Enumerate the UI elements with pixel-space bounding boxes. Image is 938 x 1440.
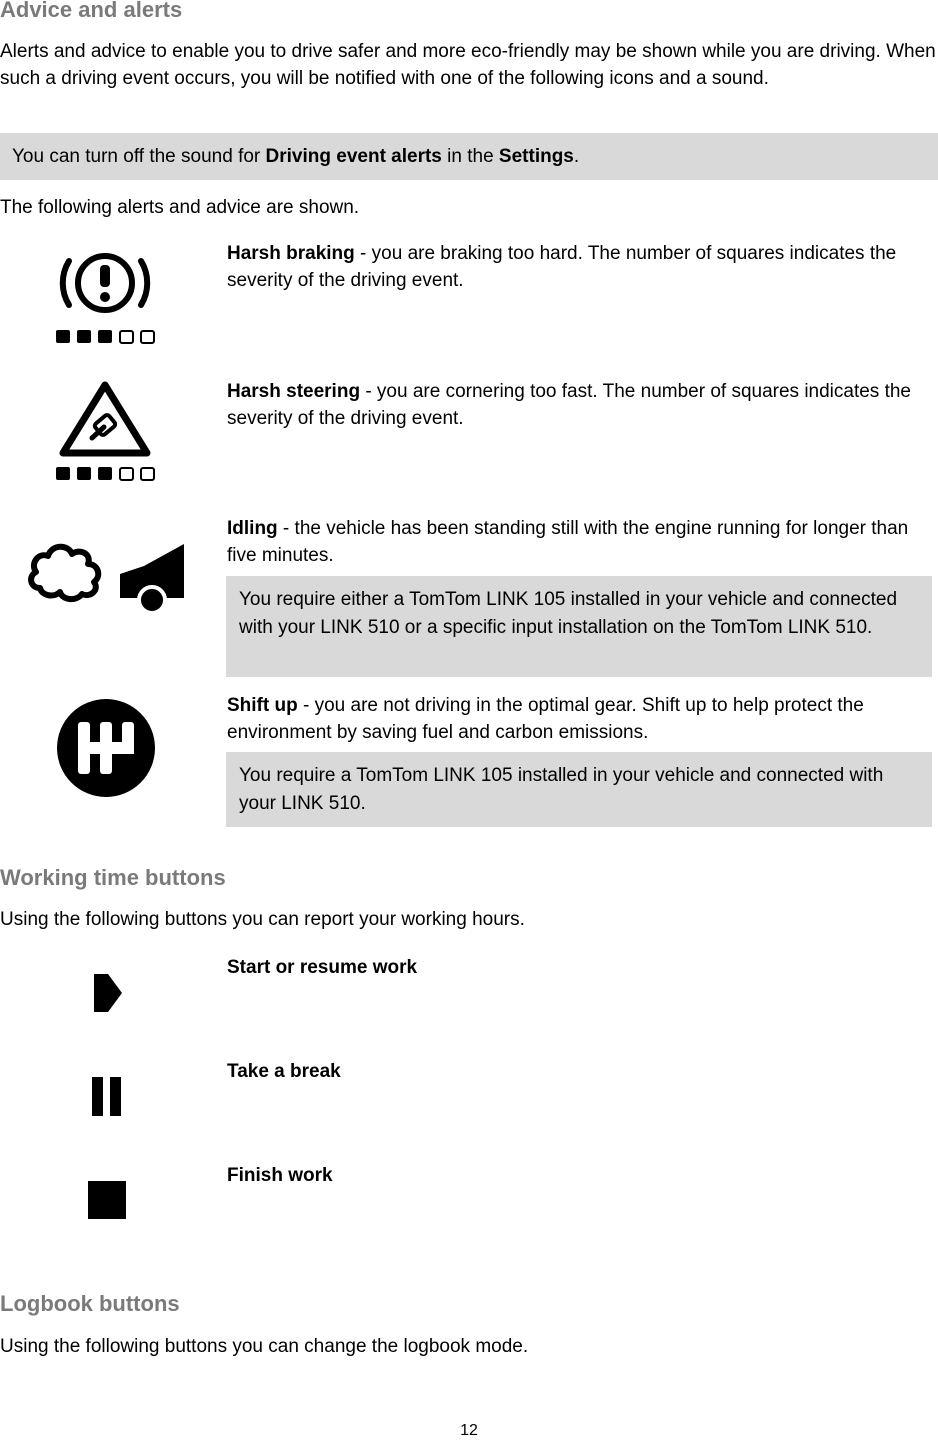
harsh-steering-description <box>227 378 932 432</box>
finish-work-title: Finish work <box>227 1165 333 1186</box>
harsh-braking-icon <box>52 245 162 347</box>
section-heading-logbook: Logbook buttons <box>0 1291 180 1316</box>
sound-note-settings: Settings <box>498 146 574 167</box>
section-heading-advice: Advice and alerts <box>0 0 183 22</box>
advice-intro: Alerts and advice to enable you to drive safer and more eco-friendly may be shown while you are driving. When such a driving event occurs, you will be notified with one of the following icons and a sound. <box>0 41 936 89</box>
harsh-braking-description <box>227 240 932 294</box>
shift-up-text: - you are not driving in the optimal gear. Shift up to help protect the environment by saving fuel and carbon emissions. <box>227 695 864 743</box>
take-break-title: Take a break <box>227 1061 341 1082</box>
take-break-label <box>227 1058 932 1085</box>
sound-note-prefix: You can turn off the sound for <box>12 146 266 167</box>
idling-description <box>227 515 932 569</box>
sound-note-middle: in the <box>441 146 499 167</box>
logbook-intro: Using the following buttons you can change the logbook mode. <box>0 1336 529 1357</box>
idling-icon <box>26 536 188 616</box>
sound-note-suffix: . <box>573 146 580 167</box>
section-heading-working-time: Working time buttons <box>0 865 226 890</box>
stop-icon <box>88 1181 128 1221</box>
harsh-steering-title: Harsh steering <box>227 381 361 402</box>
idling-text: - the vehicle has been standing still with the engine running for longer than five minutes. <box>227 518 909 566</box>
harsh-braking-text: - you are braking too hard. The number of squares indicates the severity of the driving event. <box>227 243 897 291</box>
start-work-label <box>227 954 932 981</box>
sound-note <box>0 133 938 180</box>
idling-note: You require either a TomTom LINK 105 installed in your vehicle and connected with your LINK 510 or a specific input installation on the TomTom LINK 510. <box>226 576 932 677</box>
shift-up-gear-icon <box>56 698 156 798</box>
list-intro: The following alerts and advice are shown. <box>0 197 360 218</box>
harsh-steering-text: - you are cornering too fast. The number of squares indicates the severity of the driving event. <box>227 381 912 429</box>
page-number: 12 <box>460 1422 478 1439</box>
sound-note-driving-event-alerts: Driving event alerts <box>265 146 442 167</box>
idling-title: Idling <box>227 518 278 539</box>
finish-work-label <box>227 1162 932 1189</box>
pause-icon <box>92 1077 124 1117</box>
start-work-title: Start or resume work <box>227 957 418 978</box>
working-time-intro: Using the following buttons you can report your working hours. <box>0 909 525 930</box>
harsh-steering-icon <box>52 380 162 484</box>
harsh-braking-title: Harsh braking <box>227 243 355 264</box>
play-icon <box>92 973 124 1013</box>
shift-up-title: Shift up <box>227 695 298 716</box>
shift-up-note: You require a TomTom LINK 105 installed in your vehicle and connected with your LINK 510. <box>226 752 932 827</box>
shift-up-description <box>227 692 932 746</box>
